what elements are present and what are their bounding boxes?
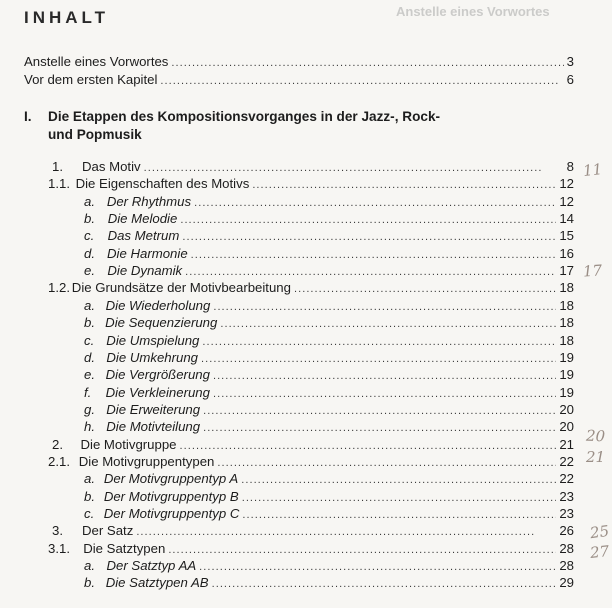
entry-page-number: 21 <box>559 436 574 452</box>
toc-section-entry[interactable] <box>52 158 574 175</box>
toc-subsection-entry[interactable] <box>84 227 574 244</box>
entry-page-number: 18 <box>559 332 574 348</box>
entry-page-number: 20 <box>559 419 574 435</box>
toc-subsection-entry[interactable] <box>84 366 574 383</box>
entry-number: a. <box>84 558 95 574</box>
entry-page-number: 28 <box>559 540 574 556</box>
entry-title: Die Grundsätze der Motivbearbeitung <box>71 280 291 296</box>
entry-number: d. <box>84 349 95 365</box>
toc-subsection-entry[interactable] <box>84 470 574 487</box>
entry-number: 1.1. <box>48 176 70 192</box>
entry-page-number: 19 <box>559 384 574 400</box>
entry-title: Die Satztypen <box>83 540 166 556</box>
entry-title: Das Metrum <box>107 228 180 244</box>
entry-title: Die Motivgruppentypen <box>78 453 215 469</box>
toc-subsection-entry[interactable] <box>84 418 574 435</box>
toc-subsection-entry[interactable] <box>84 245 574 262</box>
entry-title: Die Sequenzierung <box>105 315 218 331</box>
toc-subsection-entry[interactable] <box>84 505 574 522</box>
handwritten-page-note: 21 <box>586 448 606 466</box>
entry-title: Das Motiv <box>82 159 141 174</box>
entry-page-number: 19 <box>559 367 574 383</box>
page-title: INHALT <box>24 8 110 27</box>
entry-number: b. <box>84 315 95 331</box>
entry-page-number: 18 <box>559 280 574 296</box>
entry-page-number: 3 <box>566 54 574 69</box>
entry-number: 1.2. <box>48 280 70 296</box>
handwritten-page-note: 20 <box>585 426 606 446</box>
chapter-heading <box>24 108 504 144</box>
entry-title: Die Harmonie <box>107 245 188 261</box>
entry-title: Die Wiederholung <box>105 297 211 313</box>
toc-section-entry[interactable] <box>48 540 574 557</box>
entry-number: c. <box>84 332 95 348</box>
entry-title: Die Erweiterung <box>106 401 201 417</box>
toc-subsection-entry[interactable] <box>84 193 574 210</box>
toc-section-entry[interactable] <box>48 175 574 192</box>
entry-title: Anstelle eines Vorwortes <box>24 54 169 69</box>
entry-title: Die Eigenschaften des Motivs <box>75 176 250 192</box>
dot-leader <box>212 576 557 593</box>
entry-page-number: 8 <box>566 159 574 174</box>
entry-page-number: 18 <box>559 315 574 331</box>
entry-page-number: 29 <box>559 575 574 591</box>
entry-title: Die Verkleinerung <box>105 384 210 400</box>
toc-section-entry[interactable] <box>52 436 574 453</box>
entry-page-number: 12 <box>559 193 574 209</box>
toc-subsection-entry[interactable] <box>84 349 574 366</box>
handwritten-page-note: 25 <box>588 521 611 543</box>
chapter-title-line1: Die Etappen des Kompositionsvorganges in der Jazz-, Rock- <box>48 109 441 124</box>
handwritten-page-note: 17 <box>582 261 603 281</box>
entry-number: a. <box>84 471 95 487</box>
chapter-title-line2: und Popmusik <box>48 127 142 142</box>
entry-number: d. <box>84 245 95 261</box>
entry-title: Die Motivgruppe <box>80 436 177 452</box>
entry-title: Die Dynamik <box>107 263 183 279</box>
entry-page-number: 15 <box>559 228 574 244</box>
entry-title: Vor dem ersten Kapitel <box>24 71 158 87</box>
entry-title: Die Melodie <box>107 211 178 227</box>
entry-title: Der Motivgruppentyp B <box>103 488 239 504</box>
toc-section-entry[interactable] <box>52 522 574 539</box>
entry-title: Die Umspielung <box>106 332 200 348</box>
entry-title: Die Umkehrung <box>106 349 199 365</box>
toc-subsection-entry[interactable] <box>84 314 574 331</box>
entry-number: b. <box>84 488 95 504</box>
entry-page-number: 23 <box>559 506 574 521</box>
toc-subsection-entry[interactable] <box>84 297 574 314</box>
entry-number: c. <box>84 506 95 521</box>
entry-title: Die Motivteilung <box>106 419 201 435</box>
entry-number: 2.1. <box>48 453 70 469</box>
toc-subsection-entry[interactable] <box>84 262 574 279</box>
entry-page-number: 18 <box>559 297 574 313</box>
entry-number: e. <box>84 367 95 383</box>
handwritten-page-note: 11 <box>582 160 603 180</box>
toc-subsection-entry[interactable] <box>84 488 574 505</box>
entry-title: Der Satztyp AA <box>106 558 197 574</box>
dot-leader <box>171 55 563 72</box>
toc-subsection-entry[interactable] <box>84 384 574 401</box>
toc-section-entry[interactable] <box>48 453 574 470</box>
entry-number: b. <box>84 211 95 227</box>
entry-page-number: 6 <box>566 71 574 87</box>
chapter-number: I. <box>24 109 32 124</box>
entry-number: 1. <box>52 159 63 174</box>
toc-intro-entry[interactable] <box>24 53 574 70</box>
toc-subsection-entry[interactable] <box>84 557 574 574</box>
entry-number: 3. <box>52 523 63 539</box>
toc-section-entry[interactable] <box>48 279 574 296</box>
entry-page-number: 20 <box>559 401 574 417</box>
entry-page-number: 17 <box>559 263 574 279</box>
entry-title: Der Rhythmus <box>106 193 192 209</box>
entry-title: Der Satz <box>82 523 134 539</box>
entry-number: h. <box>84 419 95 435</box>
entry-title: Der Motivgruppentyp A <box>103 471 239 487</box>
entry-number: e. <box>84 263 95 279</box>
entry-page-number: 12 <box>559 176 574 192</box>
entry-page-number: 28 <box>559 558 574 574</box>
entry-page-number: 19 <box>559 349 574 365</box>
entry-number: a. <box>84 193 95 209</box>
entry-number: 2. <box>52 436 63 452</box>
toc-subsection-entry[interactable] <box>84 210 574 227</box>
entry-number: g. <box>84 401 95 417</box>
toc-subsection-entry[interactable] <box>84 332 574 349</box>
entry-number: b. <box>84 575 95 591</box>
handwritten-page-note: 27 <box>589 542 610 562</box>
entry-number: c. <box>84 228 95 244</box>
entry-page-number: 14 <box>559 211 574 227</box>
entry-page-number: 23 <box>559 488 574 504</box>
entry-number: f. <box>84 384 92 400</box>
entry-page-number: 22 <box>559 453 574 469</box>
entry-title: Der Motivgruppentyp C <box>103 506 240 521</box>
entry-number: a. <box>84 297 95 313</box>
toc-subsection-entry[interactable] <box>84 401 574 418</box>
entry-title: Die Vergrößerung <box>105 367 210 383</box>
entry-page-number: 16 <box>559 245 574 261</box>
dot-leader <box>160 73 563 90</box>
bleed-heading: Anstelle eines Vorwortes <box>396 4 550 19</box>
toc-intro-entry[interactable] <box>24 71 574 88</box>
entry-number: 3.1. <box>48 540 70 556</box>
entry-page-number: 22 <box>559 471 574 487</box>
toc-subsection-entry[interactable] <box>84 574 574 591</box>
entry-title: Die Satztypen AB <box>105 575 209 591</box>
entry-page-number: 26 <box>559 523 574 539</box>
